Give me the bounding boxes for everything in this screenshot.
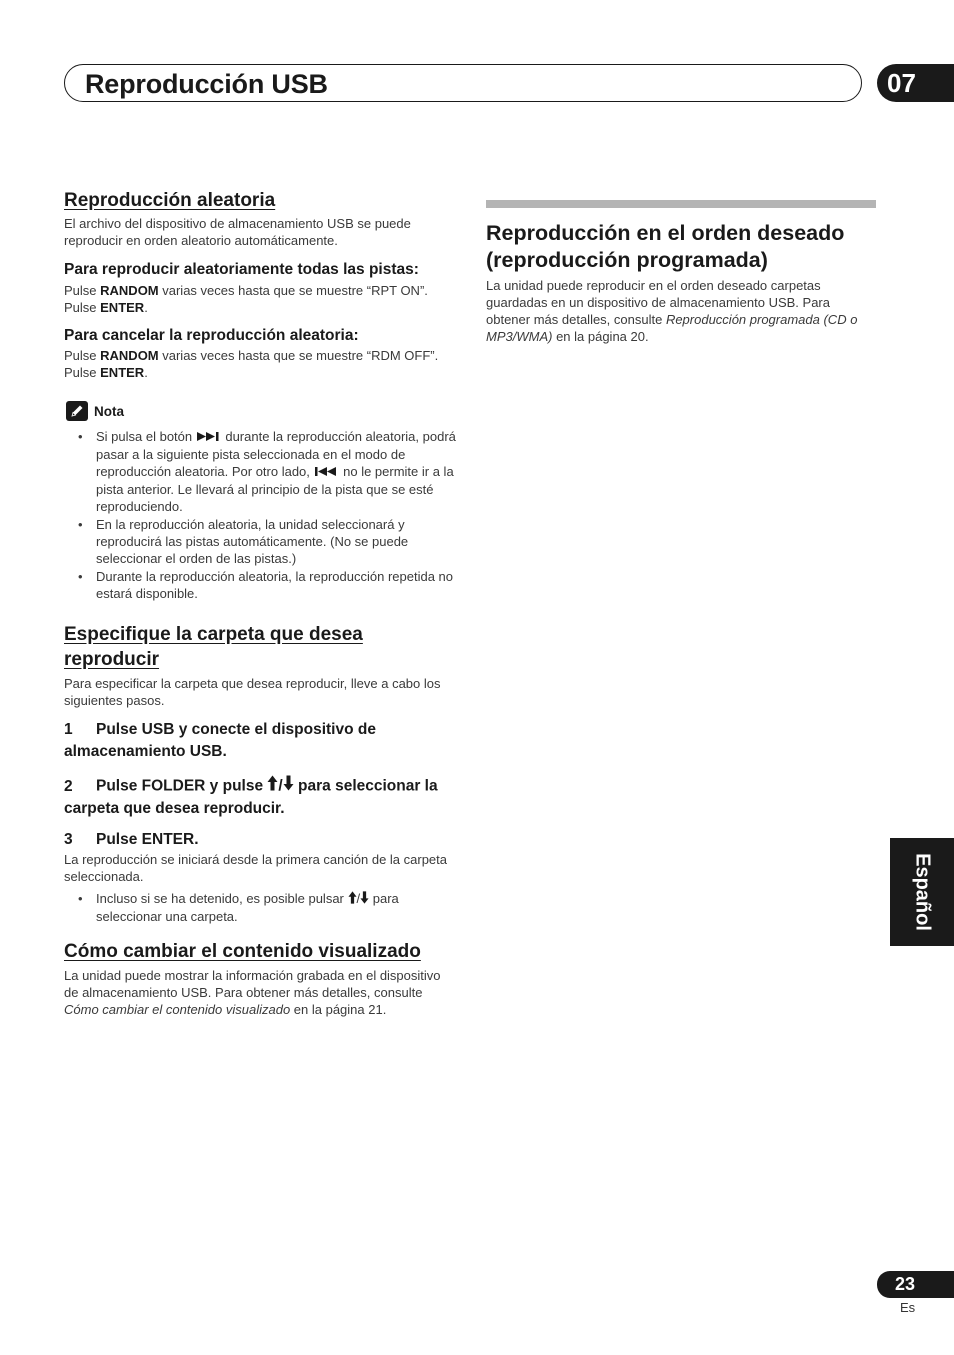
list-item xyxy=(64,428,456,515)
page-number: 23 xyxy=(877,1271,954,1298)
text-segment: La unidad puede reproducir en el orden deseado carpetas guardadas en un dispositivo de almacenamiento USB. Para obtener más detalles, consulte xyxy=(486,278,830,327)
language-label: Español xyxy=(911,853,934,931)
page-language-code: Es xyxy=(900,1300,916,1315)
page-title: Reproducción USB xyxy=(85,69,328,99)
list-item: • Durante la reproducción aleatoria, la reproducción repetida no estará disponible. xyxy=(64,568,456,602)
text-segment: en la página 20. xyxy=(552,329,649,344)
skip-next-icon xyxy=(196,429,222,446)
text-segment: durante la reproducción aleatoria, podrá pasar a la siguiente pista seleccionada en el modo de reproducción aleatoria. Por otro lado, xyxy=(96,429,456,480)
right-column xyxy=(486,200,876,345)
text-segment: varias veces hasta que se muestre “RPT ON”. Pulse xyxy=(64,283,428,315)
cancel-heading: Para cancelar la reproducción aleatoria: xyxy=(64,327,359,344)
folder-intro: Para especificar la carpeta que desea reproducir, lleve a cabo los siguientes pasos. xyxy=(64,676,441,709)
arrow-down-icon xyxy=(360,891,369,908)
note-list xyxy=(64,428,456,602)
step-number: 2 xyxy=(64,777,73,795)
text-segment: . xyxy=(144,300,148,315)
skip-previous-icon xyxy=(314,464,340,481)
left-column xyxy=(64,188,456,1018)
text-segment: en la página 21. xyxy=(290,1002,387,1018)
random-intro: El archivo del dispositivo de almacenamiento USB se puede reproducir en orden aleatorio automáticamente. xyxy=(64,216,411,248)
random-key: RANDOM xyxy=(100,283,159,298)
chapter-number: 07 xyxy=(877,64,954,102)
text-segment: varias veces hasta que se muestre “RDM OFF”. Pulse xyxy=(64,348,439,380)
program-body xyxy=(486,277,876,345)
play-all-instructions xyxy=(64,282,456,316)
text-segment: no le permite ir a la pista anterior. Le llevará al principio de la pista que se esté reproduciendo. xyxy=(96,464,454,515)
separator: / xyxy=(278,777,283,795)
text-segment: Incluso si se ha detenido, es posible pulsar xyxy=(96,891,348,907)
step-2 xyxy=(64,775,456,820)
step-3-list xyxy=(64,890,456,925)
play-all-heading: Para reproducir aleatoriamente todas las pistas: xyxy=(64,261,419,278)
step-number: 3 xyxy=(64,831,73,849)
step-text: Pulse FOLDER y pulse xyxy=(96,777,268,795)
step-text: Pulse USB y conecte el dispositivo de almacenamiento USB. xyxy=(64,721,376,761)
section-heading-program: Reproducción en el orden deseado (reproducción programada) xyxy=(486,221,845,272)
arrow-down-icon xyxy=(283,775,294,798)
enter-key: ENTER xyxy=(100,365,145,380)
text-segment: La unidad puede mostrar la información grabada en el dispositivo de almacenamiento USB. Para obtener más detalles, consulte xyxy=(64,968,441,1001)
cancel-instructions xyxy=(64,347,456,381)
list-item: • En la reproducción aleatoria, la unidad seleccionará y reproducirá las pistas automáticamente. (No se puede seleccionar el orden de las pistas.) xyxy=(64,516,456,567)
arrow-up-icon xyxy=(267,775,278,798)
separator: / xyxy=(356,891,361,907)
step-number: 1 xyxy=(64,721,73,739)
text-segment: Pulse xyxy=(64,348,101,363)
text-segment: para seleccionar una carpeta. xyxy=(96,891,399,925)
language-tab xyxy=(890,838,954,946)
note-header xyxy=(66,401,456,421)
page-header xyxy=(64,64,862,102)
enter-key: ENTER xyxy=(100,300,145,315)
section-heading-display: Cómo cambiar el contenido visualizado xyxy=(64,941,421,963)
display-body xyxy=(64,967,456,1018)
step-text: Pulse ENTER. xyxy=(96,831,199,849)
list-item xyxy=(64,890,456,925)
step-3-body: La reproducción se iniciará desde la primera canción de la carpeta seleccionada. xyxy=(64,852,447,885)
section-rule xyxy=(486,200,876,208)
section-heading-folder: Especifique la carpeta que desea reproducir xyxy=(64,624,363,671)
text-segment: Pulse xyxy=(64,283,101,298)
step-text: para seleccionar la carpeta que desea reproducir. xyxy=(64,777,438,818)
note-label: Nota xyxy=(94,403,124,419)
text-segment: Si pulsa el botón xyxy=(96,429,196,444)
section-heading-random: Reproducción aleatoria xyxy=(64,190,276,211)
cross-reference: Reproducción programada (CD o MP3/WMA) xyxy=(486,312,858,344)
step-1 xyxy=(64,719,456,763)
random-key: RANDOM xyxy=(100,348,159,363)
pencil-note-icon xyxy=(66,401,88,421)
step-3 xyxy=(64,829,456,851)
arrow-up-icon xyxy=(348,891,357,908)
text-segment: . xyxy=(144,365,148,380)
cross-reference: Cómo cambiar el contenido visualizado xyxy=(64,1002,291,1018)
